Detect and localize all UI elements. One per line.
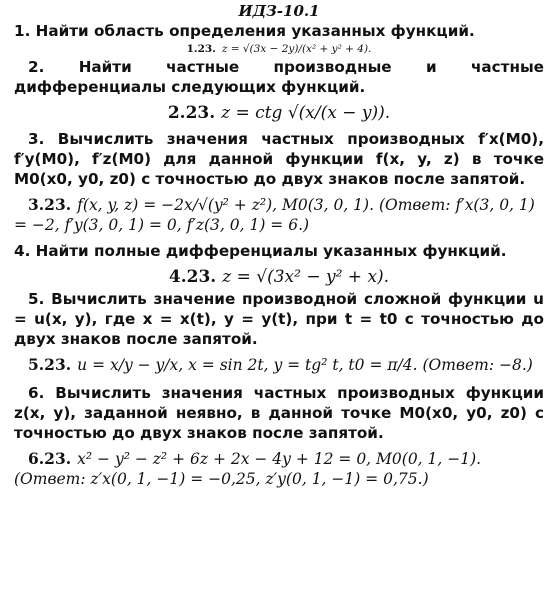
task-2-label: 2.23. [167,103,216,123]
task-6-exercise [14,449,544,489]
task-6-heading: 6. Вычислить значения частных производных функции z(x, y), заданной неявно, в данной точке M0(x0, y0, z0) с точностью до двух знаков после запятой. [14,384,544,442]
task-1-heading: 1. Найти область определения указанных функций. [14,22,475,40]
document-page [0,1,558,601]
task-4-label: 4.23. [168,267,217,287]
task-3-exercise [14,195,544,235]
page-header: ИДЗ-10.1 [238,2,320,20]
task-6-label: 6.23. [28,449,72,468]
task-1-label: 1.23. [186,43,216,55]
task-3-content: f(x, y, z) = −2x/√(y² + z²), M0(3, 0, 1). (Ответ: f′x(3, 0, 1) = −2, f′y(3, 0, 1) = 0, f′z(3, 0, 1) = 6.) [14,196,535,234]
task-2-heading: 2. Найти частные производные и частные дифференциалы следующих функций. [14,58,544,96]
task-3-heading: 3. Вычислить значения частных производных f′x(M0), f′y(M0), f′z(M0) для данной функции f(x, y, z) в точке M0(x0, y0, z0) с точностью до двух знаков после запятой. [14,130,544,188]
task-1-formula [14,41,544,57]
task-4-heading: 4. Найти полные дифференциалы указанных функций. [14,242,507,260]
task-5-label: 5.23. [28,355,72,374]
task-4-formula [14,265,544,289]
task-2-formula [14,101,544,125]
task-6-content: x² − y² − z² + 6z + 2x − 4y + 12 = 0, M0(0, 1, −1). (Ответ: z′x(0, 1, −1) = −0,25, z′y(0, 1, −1) = 0,75.) [14,450,482,488]
task-5-content: u = x/y − y/x, x = sin 2t, y = tg² t, t0 = π/4. (Ответ: −8.) [77,356,533,374]
task-1-expression: z = √(3x − 2y)/(x² + y² + 4). [221,43,372,55]
task-4-expression: z = √(3x² − y² + x). [222,267,390,287]
task-2-expression: z = ctg √(x/(x − y)). [221,103,391,123]
task-5-exercise [14,355,544,375]
task-5-heading: 5. Вычислить значение производной сложной функции u = u(x, y), где x = x(t), y = y(t), при t = t0 с точностью до двух знаков после запятой. [14,290,544,348]
task-3-label: 3.23. [28,195,72,214]
